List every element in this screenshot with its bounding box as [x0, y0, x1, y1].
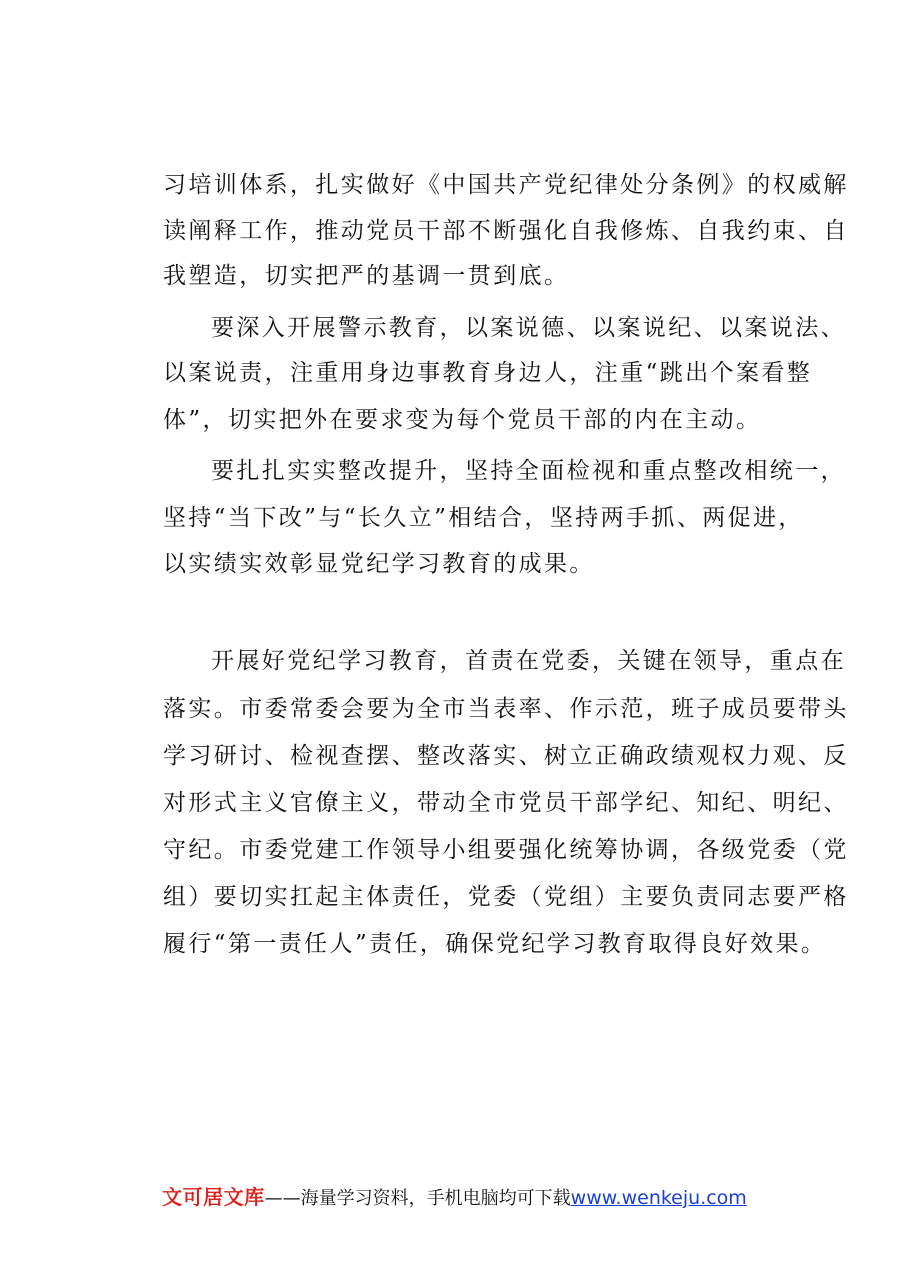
text-line: 坚持“当下改”与“长久立”相结合，坚持两手抓、两促进， — [163, 505, 804, 531]
footer-website-link[interactable]: www.wenkeju.com — [570, 1187, 747, 1209]
footer-brand: 文可居文库 — [162, 1185, 265, 1209]
text-line: 要扎扎实实整改提升，坚持全面检视和重点整改相统一， — [211, 458, 846, 484]
text-line: 对形式主义官僚主义，带动全市党员干部学纪、知纪、明纪、 — [163, 790, 849, 816]
text-line: 开展好党纪学习教育，首责在党委，关键在领导，重点在 — [211, 648, 846, 674]
text-line: 习培训体系，扎实做好《中国共产党纪律处分条例》的权威解 — [163, 172, 849, 198]
footer-banner — [0, 1181, 909, 1210]
text-line: 体”，切实把外在要求变为每个党员干部的内在主动。 — [163, 407, 762, 433]
text-line: 以实绩实效彰显党纪学习教育的成果。 — [163, 551, 595, 577]
text-line: 组）要切实扛起主体责任，党委（党组）主要负责同志要严格 — [163, 884, 849, 910]
text-line: 读阐释工作，推动党员干部不断强化自我修炼、自我约束、自 — [163, 218, 849, 244]
text-line: 履行“第一责任人”责任，确保党纪学习教育取得良好效果。 — [163, 931, 827, 957]
text-line: 学习研讨、检视查摆、整改落实、树立正确政绩观权力观、反 — [163, 743, 849, 769]
footer-tagline: ——海量学习资料，手机电脑均可下载 — [264, 1188, 571, 1209]
text-line: 要深入开展警示教育，以案说德、以案说纪、以案说法、 — [211, 315, 846, 341]
text-line: 落实。市委常委会要为全市当表率、作示范，班子成员要带头 — [163, 696, 849, 722]
text-line: 守纪。市委党建工作领导小组要强化统筹协调，各级党委（党 — [163, 837, 849, 863]
text-line: 我塑造，切实把严的基调一贯到底。 — [163, 263, 570, 289]
text-line: 以案说责，注重用身边事教育身边人，注重“跳出个案看整 — [163, 360, 813, 386]
